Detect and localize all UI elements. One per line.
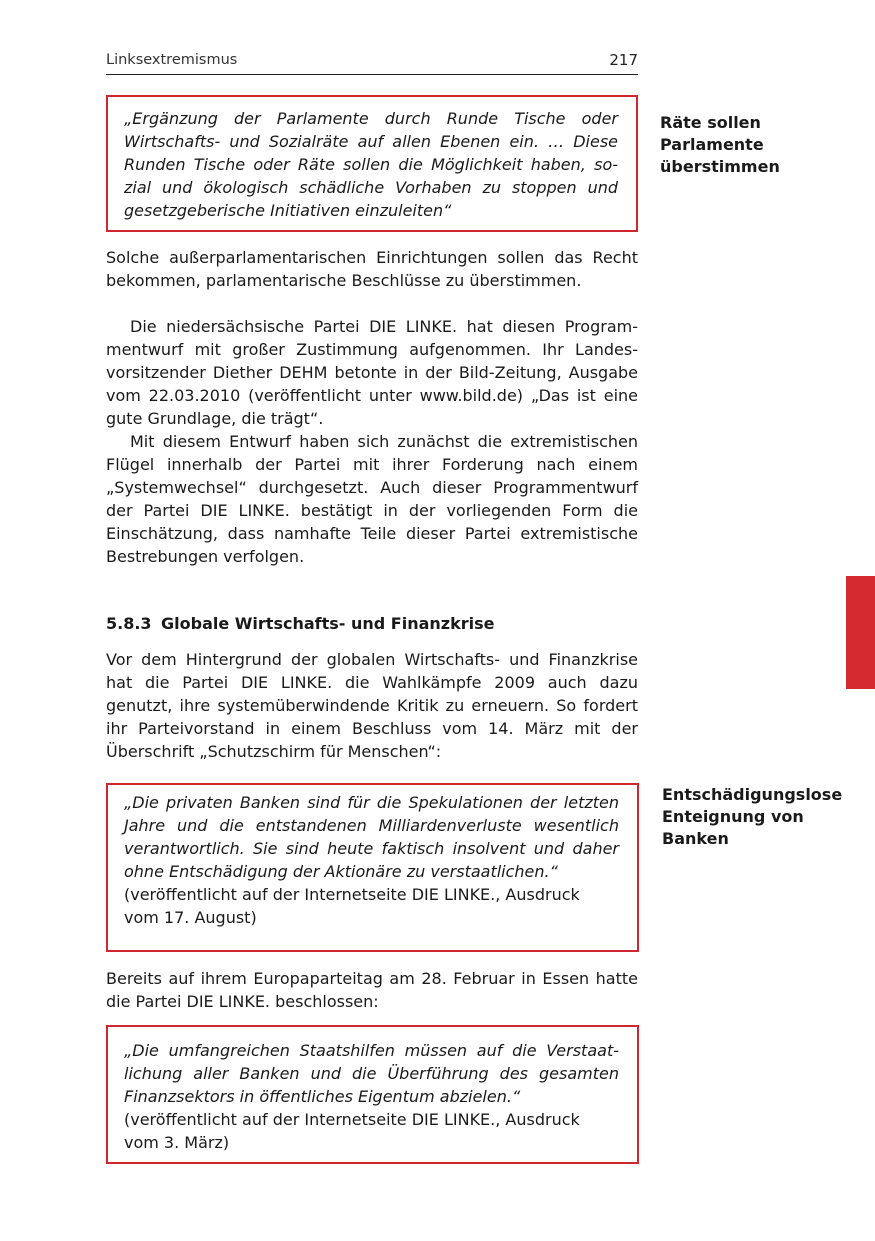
margin-note-line: Enteignung von: [662, 807, 804, 826]
margin-note-raete: [660, 112, 780, 178]
section-heading: [106, 612, 638, 636]
quote-line: Wirtschafts- und Sozialräte auf allen Ebenen ein. … Diese: [124, 132, 618, 151]
paragraph: Bereits auf ihrem Europaparteitag am 28. Februar in Essen hatte die Partei DIE LINKE. beschlossen:: [106, 969, 638, 1011]
margin-note-line: Parlamente: [660, 135, 764, 154]
margin-note-line: überstimmen: [660, 157, 780, 176]
margin-note-line: Räte sollen: [660, 113, 761, 132]
quote-text-banken: „Die privaten Banken sind für die Spekulationen der letzten Jahre und die entstandenen Milliardenverluste wesentlich verantwortlich. Sie sind heute faktisch insolvent und daher ohne Entschädigung der Aktionäre zu verstaatlichen.“: [124, 793, 619, 881]
quote-text-raete: [124, 107, 636, 222]
page-header: [106, 50, 638, 75]
quote-box-banken: [106, 783, 639, 952]
chapter-thumb-tab: [846, 576, 875, 689]
paragraph: Die niedersächsische Partei DIE LINKE. hat diesen Programmentwurf mit großer Zustimmung aufgenommen. Ihr Landesvorsitzender Diether DEHM betonte in der Bild-Zeitung, Ausgabe vom 22.03.2010 (veröffentlicht unter www.bild.de) „Das ist eine gute Grundlage, die trägt“.: [106, 317, 638, 428]
page-number: 217: [609, 51, 638, 69]
quote-line: gesetzgeberische Initiativen einzuleiten“: [124, 201, 452, 220]
quote-box-raete: [106, 95, 638, 232]
quote-source: (veröffentlicht auf der Internetseite DIE LINKE., Ausdruck vom 3. März): [124, 1110, 580, 1152]
quote-line: „Ergänzung der Parlamente durch Runde Tische oder: [124, 109, 618, 128]
paragraph: Mit diesem Entwurf haben sich zunächst die extremistischen Flügel innerhalb der Partei mit ihrer Forderung nach einem „Systemwechsel“ durchgesetzt. Auch dieser Programmentwurf der Partei DIE LINKE. bestätigt in der vorliegenden Form die Einschätzung, dass namhafte Teile dieser Partei extremistische Bestrebungen verfolgen.: [106, 432, 638, 566]
section-title: Globale Wirtschafts- und Finanzkrise: [161, 614, 495, 633]
section-number: 5.8.3: [106, 614, 152, 633]
margin-note-enteignung: [662, 784, 842, 850]
quote-line: Runden Tische oder Räte sollen die Möglichkeit haben, so-: [124, 155, 618, 174]
quote-box-staatshilfen: [106, 1025, 639, 1164]
paragraph: Solche außerparlamentarischen Einrichtungen sollen das Recht bekommen, parlamentarische Beschlüsse zu überstimmen.: [106, 248, 638, 290]
margin-note-line: Banken: [662, 829, 729, 848]
quote-text-staatshilfen: „Die umfangreichen Staatshilfen müssen auf die Verstaatlichung aller Banken und die Überführung des gesamten Finanzsektors in öffentliches Eigentum abzielen.“: [124, 1041, 619, 1106]
margin-note-line: Entschädigungslose: [662, 785, 843, 804]
running-title: Linksextremismus: [106, 52, 238, 68]
quote-line: zial und ökologisch schädliche Vorhaben zu stoppen und: [124, 178, 618, 197]
paragraph: Vor dem Hintergrund der globalen Wirtschafts- und Finanzkrise hat die Partei DIE LINKE. die Wahlkämpfe 2009 auch dazu genutzt, ihre systemüberwindende Kritik zu erneuern. So fordert ihr Parteivorstand in einem Beschluss vom 14. März mit der Überschrift „Schutzschirm für Menschen“:: [106, 650, 638, 761]
quote-source: (veröffentlicht auf der Internetseite DIE LINKE., Ausdruck vom 17. August): [124, 885, 580, 927]
